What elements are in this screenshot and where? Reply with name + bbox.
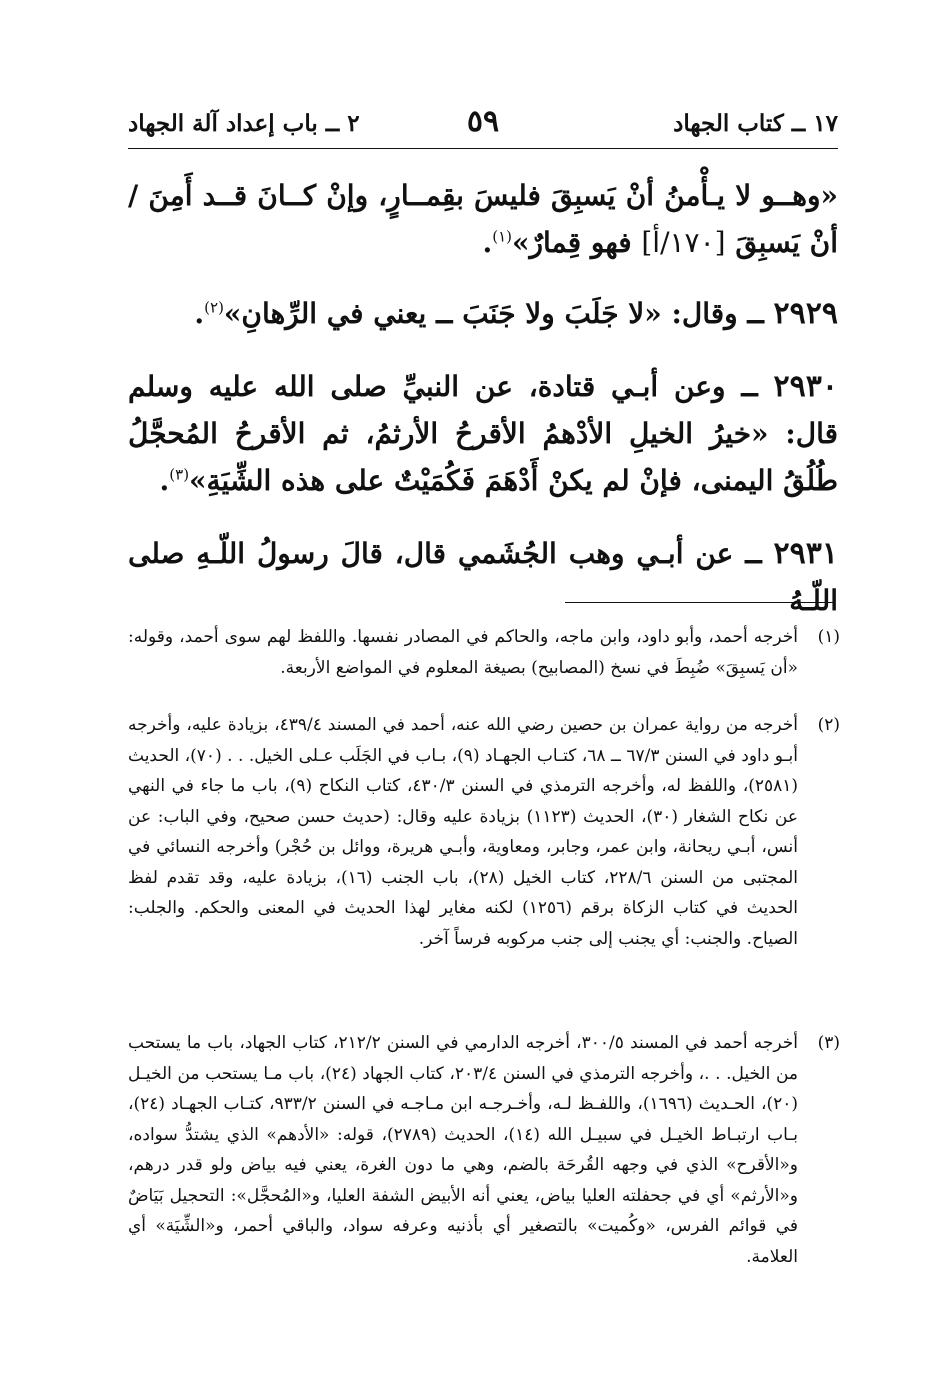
paragraph-continuation: «وهــو لا يـأْمنُ أنْ يَسبِقَ فليسَ بقِمــارٍ، وإنْ كــانَ قــد أَمِنَ / أنْ يَسبِقَ [١٧٠/أ] فهو قِمارٌ»$^{(١)}$. bbox=[128, 179, 838, 259]
footnote-ref: (٣) bbox=[169, 465, 190, 484]
paragraph-text: فهو قِمارٌ» bbox=[511, 226, 642, 259]
footnote-divider bbox=[565, 602, 833, 603]
hadith-2929: ٢٩٢٩ ــ وقال: «لا جَلَبَ ولا جَنَبَ ــ يعني في الرِّهانِ»$^{(٢)}$. bbox=[194, 296, 838, 331]
manuscript-folio-marker: [١٧٠/أ] bbox=[641, 226, 726, 259]
hadith-2930: ٢٩٣٠ ــ وعن أبـي قتادة، عن النبيِّ صلى الله عليه وسلم قال: «خيرُ الخيلِ الأدْهمُ الأقرحُ الأرثمُ، ثم الأقرحُ المُحجَّلُ طُلُقُ اليمنى، فإنْ لم يكنْ أَدْهَمَ فَكُمَيْتٌ على هذه الشِّيَةِ»$^{(٣)}$. bbox=[128, 369, 838, 497]
footnote-marker: (١) bbox=[817, 627, 840, 647]
hadith-text: ــ عن أبـي وهب الجُشَمي قال، قالَ رسولُ اللّـهِ صلى اللّـهُ bbox=[128, 537, 838, 617]
footnote-1 bbox=[128, 622, 840, 683]
paragraph-text: «وهــو لا يـأْمنُ أنْ يَسبِقَ فليسَ بقِمــارٍ، وإنْ كــانَ قــد أَمِنَ / أنْ يَسبِقَ bbox=[128, 179, 838, 259]
footnote-ref: (١) bbox=[492, 227, 512, 246]
hadith-number: ٢٩٢٩ bbox=[773, 296, 838, 331]
footnote-marker: (٣) bbox=[817, 1033, 840, 1053]
footnote-3 bbox=[128, 1028, 840, 1272]
footnote-text: أخرجه من رواية عمران بن حصين رضي الله عنه، أحمد في المسند ٤٣٩/٤، بزيادة عليه، وأخرجه أبـو داود في السنن ٦٧/٣ ــ ٦٨، كتـاب الجهـاد (٩)، بـاب في الجَلَب عـلى الخيل. . . (٧٠)، الحديث (٢٥٨١)، واللفظ له، وأخرجه الترمذي في السنن ٤٣٠/٣، كتاب النكاح (٩)، باب ما جاء في النهي عن نكاح الشغار (٣٠)، الحديث (١١٢٣) بزيادة عليه وقال: (حديث حسن صحيح، وفي الباب: عن أنس، أبـي ريحانة، وابن عمر، وجابر، ومعاوية، وأبـي هريرة، ووائل بن حُجْر) وأخرجه النسائي في المجتبى من السنن ٢٢٨/٦، كتاب الخيل (٢٨)، باب الجنب (١٦)، بزيادة عليه، وقد تقدم لفظ الحديث في كتاب الزكاة برقم (١٢٥٦) لكنه مغاير لهذا الحديث في المعنى والحكم. والجلب: الصياح. والجنب: أي يجنب إلى جنب مركوبه فرساً آخر. bbox=[128, 715, 799, 949]
hadith-text: ــ وقال: «لا جَلَبَ ولا جَنَبَ ــ يعني في الرِّهانِ» bbox=[223, 297, 774, 330]
section-title: ٢ ــ باب إعداد آلة الجهاد bbox=[128, 110, 360, 137]
page-header bbox=[128, 104, 838, 149]
page-number: ٥٩ bbox=[466, 104, 500, 139]
footnote-text: أخرجه أحمد في المسند ٣٠٠/٥، أخرجه الدارمي في السنن ٢١٢/٢، كتاب الجهاد، باب ما يستحب من الخيل. . .، وأخرجه الترمذي في السنن ٢٠٣/٤، كتاب الجهاد (٢٤)، باب مـا يستحب من الخيـل (٢٠)، الحـديث (١٦٩٦)، واللفـظ لـه، وأخـرجـه ابن مـاجـه في السنن ٩٣٣/٢، كتـاب الجهـاد (٢٤)، بـاب ارتبـاط الخيـل في سبيـل الله (١٤)، الحديث (٢٧٨٩)، قوله: «الأدهم» الذي يشتدُّ سواده، و«الأقرح» الذي في وجهه القُرحَة بالضم، وهي ما دون الغرة، يعني فيه بياض ولو قدر درهم، و«الأرثم» أي في جحفلته العليا بياض، يعني أنه الأبيض الشفة العليا، و«المُحجَّل»: التحجيل بَيَاضٌ في قوائم الفرس، «وكُميت» بالتصغير أي بأذنيه وعرفه سواد، والباقي أحمر، و«الشِّيَة» أي العلامة. bbox=[128, 1033, 799, 1267]
hadith-2931 bbox=[128, 530, 838, 624]
hadith-text: ــ وعن أبـي قتادة، عن النبيِّ صلى الله عليه وسلم قال: «خيرُ الخيلِ الأدْهمُ الأقرحُ الأرثمُ، ثم الأقرحُ المُحجَّلُ طُلُقُ اليمنى، فإنْ لم يكنْ أَدْهَمَ فَكُمَيْتٌ على هذه الشِّيَةِ» bbox=[128, 370, 838, 497]
footnote-text: أخرجه أحمد، وأبو داود، وابن ماجه، والحاكم في المصادر نفسها. واللفظ لهم سوى أحمد، وقوله: «أن يَسبِقَ» ضُبِطَ في نسخ (المصابيح) بصيغة المعلوم في المواضع الأربعة. bbox=[128, 627, 798, 678]
footnote-ref: (٢) bbox=[204, 298, 224, 317]
hadith-number: ٢٩٣٠ bbox=[773, 369, 838, 404]
footnote-marker: (٢) bbox=[817, 715, 840, 735]
chapter-title: ١٧ ــ كتاب الجهاد bbox=[673, 110, 838, 137]
hadith-number: ٢٩٣١ bbox=[773, 536, 838, 571]
footnote-2 bbox=[128, 710, 840, 954]
